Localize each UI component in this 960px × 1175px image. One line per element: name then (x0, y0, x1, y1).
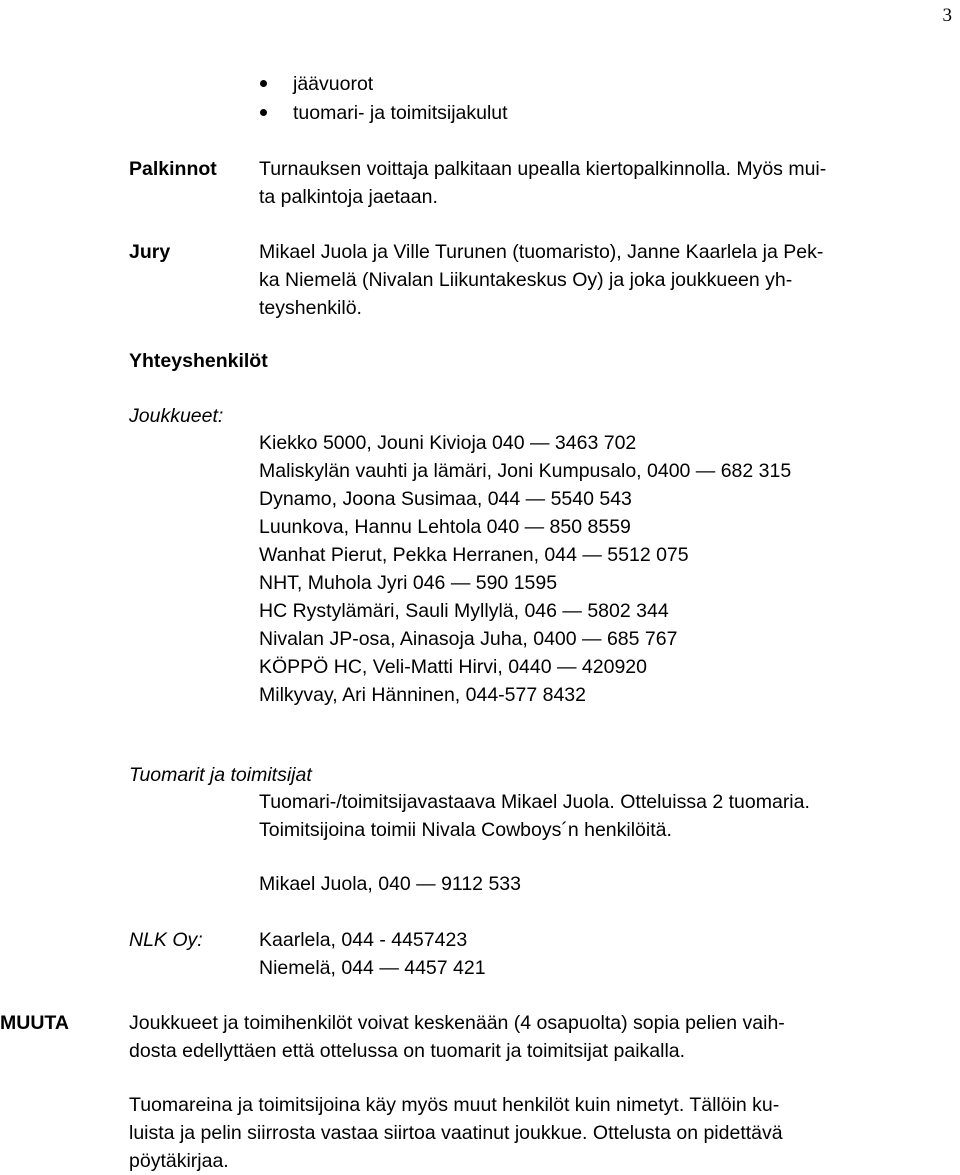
yhteyshenkilot-heading: Yhteyshenkilöt (129, 350, 268, 372)
text-line: Tuomari-/toimitsijavastaava Mikael Juola. Otteluissa 2 tuomaria. (259, 791, 810, 813)
bullet-item: jäävuorot (293, 73, 374, 95)
text-line: pöytäkirjaa. (129, 1150, 229, 1172)
palkinnot-text (259, 155, 826, 211)
muuta-label: MUUTA (0, 1012, 69, 1034)
text-line: Turnauksen voittaja palkitaan upealla kiertopalkinnolla. Myös mui- (259, 158, 827, 180)
text-line: Mikael Juola ja Ville Turunen (tuomaristo), Janne Kaarlela ja Pek- (259, 241, 824, 263)
text-line: dosta edellyttäen että ottelussa on tuomarit ja toimitsijat paikalla. (129, 1040, 686, 1062)
nlk-contacts (259, 926, 486, 982)
muuta-para-1 (129, 1009, 785, 1065)
contact-item: Niemelä, 044 — 4457 421 (259, 957, 486, 979)
jury-label: Jury (129, 241, 171, 263)
contact-item: Milkyvay, Ari Hänninen, 044-577 8432 (259, 684, 586, 706)
page-number: 3 (942, 5, 952, 26)
palkinnot-label: Palkinnot (129, 158, 217, 180)
contact-item: Nivalan JP-osa, Ainasoja Juha, 0400 — 685 767 (259, 628, 678, 650)
contact-item: Kiekko 5000, Jouni Kivioja 040 — 3463 702 (259, 432, 637, 454)
text-line: Tuomareina ja toimitsijoina käy myös muut henkilöt kuin nimetyt. Tällöin ku- (129, 1094, 780, 1116)
nlk-label: NLK Oy: (129, 929, 203, 951)
tuomarit-text (259, 788, 810, 844)
contact-item: Luunkova, Hannu Lehtola 040 — 850 8559 (259, 516, 631, 538)
contact-item: HC Rystylämäri, Sauli Myllylä, 046 — 5802 344 (259, 600, 669, 622)
contact-item: KÖPPÖ HC, Veli-Matti Hirvi, 0440 — 420920 (259, 656, 647, 678)
bullet-icon (260, 109, 267, 116)
tuomarit-contact: Mikael Juola, 040 — 9112 533 (259, 873, 521, 895)
text-line: ta palkintoja jaetaan. (259, 186, 438, 208)
contact-item: Maliskylän vauhti ja lämäri, Joni Kumpusalo, 0400 — 682 315 (259, 460, 792, 482)
contact-list (259, 429, 791, 709)
bullet-icon (260, 80, 267, 87)
joukkueet-label: Joukkueet: (129, 405, 224, 427)
text-line: luista ja pelin siirrosta vastaa siirtoa vaatinut joukkue. Ottelusta on pidettävä (129, 1122, 783, 1144)
muuta-para-2 (129, 1091, 783, 1175)
contact-item: NHT, Muhola Jyri 046 — 590 1595 (259, 572, 558, 594)
contact-item: Dynamo, Joona Susimaa, 044 — 5540 543 (259, 488, 632, 510)
text-line: Joukkueet ja toimihenkilöt voivat keskenään (4 osapuolta) sopia pelien vaih- (129, 1012, 785, 1034)
text-line: teyshenkilö. (259, 297, 362, 319)
jury-text (259, 238, 823, 322)
tuomarit-label: Tuomarit ja toimitsijat (129, 764, 312, 786)
text-line: Toimitsijoina toimii Nivala Cowboys´n henkilöitä. (259, 819, 672, 841)
contact-item: Wanhat Pierut, Pekka Herranen, 044 — 5512 075 (259, 544, 689, 566)
bullet-item: tuomari- ja toimitsijakulut (293, 102, 508, 124)
contact-item: Kaarlela, 044 - 4457423 (259, 929, 468, 951)
text-line: ka Niemelä (Nivalan Liikuntakeskus Oy) ja joka joukkueen yh- (259, 269, 793, 291)
